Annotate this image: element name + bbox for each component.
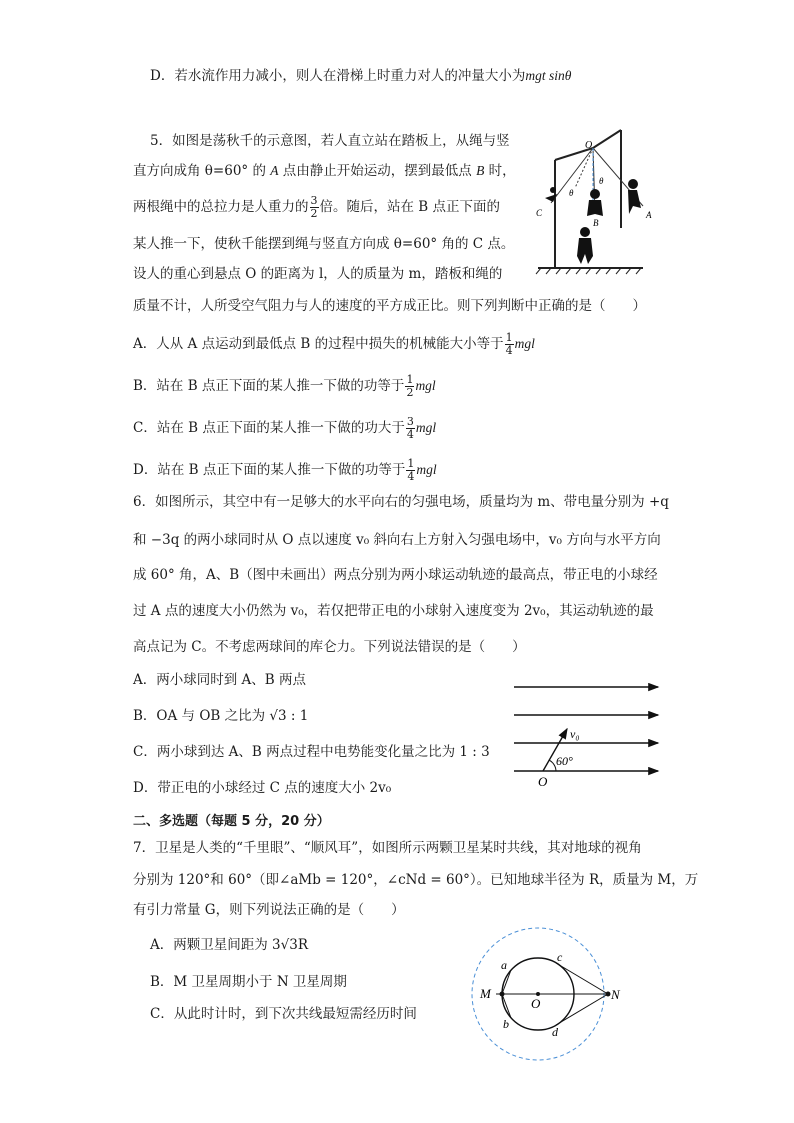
label-o: O	[585, 140, 593, 151]
q5-stem-line3: 两根绳中的总拉力是人重力的 $\frac{3}{2}$ 倍。随后，站在 B 点正下面的	[133, 194, 501, 220]
electric-field-figure	[510, 676, 670, 796]
person-below	[580, 227, 590, 237]
q7-stem-line3: 有引力常量 G，则下列说法正确的是（ ）	[133, 902, 405, 918]
label-theta-right: θ	[599, 176, 604, 186]
swing-figure	[533, 118, 673, 278]
q7-option-a: A．两颗卫星间距为 3√3R	[150, 937, 308, 953]
q7-option-b: B．M 卫星周期小于 N 卫星周期	[150, 974, 347, 990]
q6-stem-line3: 成 60° 角，A、B（图中未画出）两点分别为两小球运动轨迹的最高点，带正电的小球经	[133, 567, 658, 583]
person-at-a	[628, 179, 638, 189]
label-b: b	[503, 1017, 509, 1031]
q6-option-b: B．OA 与 OB 之比为 √3 : 1	[133, 708, 309, 724]
label-a: A	[646, 210, 652, 220]
person-at-b	[590, 189, 600, 199]
q6-option-c: C．两小球到达 A、B 两点过程中电势能变化量之比为 1 : 3	[133, 744, 490, 760]
q6-stem-line1: 6．如图所示，其空中有一足够大的水平向右的匀强电场，质量均为 m、带电量分别为 +q	[133, 494, 669, 510]
q7-stem-line2: 分别为 120°和 60°（即∠aMb = 120°，∠cNd = 60°）。已知地球半径为 R，质量为 M，万	[133, 872, 699, 888]
satellite-m	[500, 992, 505, 997]
satellite-figure	[468, 924, 628, 1064]
label-d: d	[552, 1025, 558, 1039]
q5-stem-line4: 某人推一下，使秋千能摆到绳与竖直方向成 θ=60° 角的 C 点。	[133, 236, 515, 252]
q5-stem-line1: 5．如图是荡秋千的示意图，若人直立站在踏板上，从绳与竖	[150, 133, 510, 149]
label-o: O	[531, 996, 541, 1011]
label-v0: v₀	[570, 727, 580, 741]
q5-option-a: A．人从 A 点运动到最低点 B 的过程中损失的机械能大小等于 $\frac{1}{4}$ mgl	[133, 331, 535, 357]
satellite-n	[606, 992, 611, 997]
label-a: a	[501, 958, 507, 972]
label-c: C	[536, 208, 543, 218]
q5-option-d: D．站在 B 点正下面的某人推一下做的功等于 $\frac{1}{4}$ mgl	[133, 457, 437, 483]
label-theta-left: θ	[569, 188, 574, 198]
fraction-three-halves: $\frac{3}{2}$	[310, 194, 318, 220]
q5-stem-line2: 直方向成角 θ=60° 的 A 点由静止开始运动，摆到最低点 B 时，	[133, 163, 516, 179]
q6-option-d: D．带正电的小球经过 C 点的速度大小 2v₀	[133, 780, 392, 796]
q6-stem-line2: 和 −3q 的两小球同时从 O 点以速度 v₀ 斜向右上方射入匀强电场中，v₀ 方向与水平方向	[133, 532, 661, 548]
label-60deg: 60°	[556, 754, 573, 768]
q5-option-c: C．站在 B 点正下面的某人推一下做的功大于 $\frac{3}{4}$ mgl	[133, 415, 437, 441]
q6-stem-line4: 过 A 点的速度大小仍然为 v₀，若仅把带正电的小球射入速度变为 2v₀，其运动轨迹的最	[133, 603, 654, 619]
label-m: M	[480, 986, 491, 1001]
q7-stem-line1: 7．卫星是人类的“千里眼”、“顺风耳”，如图所示两颗卫星某时共线，其对地球的视角	[133, 840, 642, 856]
q5-stem-line6: 质量不计，人所受空气阻力与人的速度的平方成正比。则下列判断中正确的是（ ）	[133, 298, 646, 314]
q6-option-a: A．两小球同时到 A、B 两点	[133, 672, 307, 688]
section-heading-multi-choice: 二、多选题（每题 5 分，20 分）	[133, 814, 330, 829]
q4-option-d-formula: mgt sinθ	[525, 68, 572, 83]
q7-option-c: C．从此时计时，到下次共线最短需经历时间	[150, 1006, 417, 1022]
q5-option-b: B．站在 B 点正下面的某人推一下做的功等于 $\frac{1}{2}$ mgl	[133, 373, 436, 399]
label-origin: O	[538, 774, 548, 789]
label-b: B	[593, 218, 599, 228]
label-c: c	[557, 950, 563, 964]
q4-option-d: D．若水流作用力减小，则人在滑梯上时重力对人的冲量大小为mgt sinθ	[150, 68, 572, 84]
q5-stem-line5: 设人的重心到悬点 O 的距离为 l，人的质量为 m，踏板和绳的	[133, 266, 503, 282]
label-n: N	[611, 987, 620, 1002]
q6-stem-line5: 高点记为 C。不考虑两球间的库仑力。下列说法错误的是（ ）	[133, 639, 526, 655]
person-at-c	[550, 187, 556, 193]
